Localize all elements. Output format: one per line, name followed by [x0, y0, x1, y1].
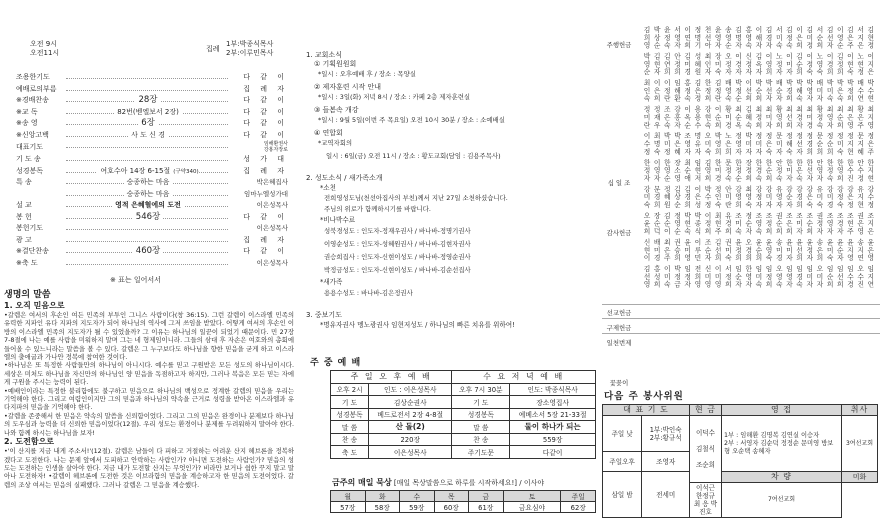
order-leader: 다 같 이 [243, 107, 288, 116]
worship-table-cell: 오후 7시 30분 [452, 383, 510, 396]
prayer-cell: 전세미 [642, 472, 690, 518]
meditation-text: [매일 목상말씀으로 하루를 시작하세요!] / 이사야 [393, 479, 545, 487]
leader-dots [66, 160, 228, 161]
order-label: ※경배찬송 [16, 96, 49, 104]
order-leader: 다 같 이 [243, 73, 288, 81]
divider [602, 318, 880, 319]
worship-order-row [16, 107, 288, 119]
order-label: ※축 도 [16, 258, 38, 267]
prayer-cell: 1부:박인숙 2부:황규석 [642, 416, 690, 452]
order-label: 광 고 [16, 235, 32, 244]
weekly-worship-title: 주 중 예 배 [310, 358, 362, 368]
order-item-content: 546장 [72, 212, 224, 224]
order-label: ※신앙고백 [16, 130, 49, 139]
worship-table-row [331, 408, 596, 421]
order-label: 조용한기도 [16, 73, 50, 81]
worship-order-row [16, 258, 288, 270]
offering-names-column: 서지은 노현정 배수연 황은주 문지혜 안수정 유지현 권은영 송지연 오수진 [855, 26, 864, 289]
offering-names-column: 천선아 최인자 한정희 강현숙 오미숙 김영희 박수정 이정희 조순자 신미영 [703, 26, 712, 289]
order-item-content: 영적 은혜혈에의 도전 [72, 200, 224, 212]
worship-order-row [16, 95, 288, 107]
worship-table-cell: 장소영집사 [510, 396, 596, 409]
order-label: 특 송 [16, 178, 32, 186]
offering-names-column: 송영순 오정자 배영숙 황미경 노은희 문정숙 안미란 유경희 권미숙 서정희 [723, 26, 732, 289]
daily-meditation [332, 477, 544, 488]
news-item: ① 기획원원회 *일시 : 오후예배 후 / 장소 : 목양실 ② 제자훈련 시작 안내 *일시 : 3일(화) 저녁 8시 / 장소 : 카페 2층 제자훈련실 ③ 들봄속 개강 *일시 : 9월 5일(이번 주 목요일) 오전 10시 30분 / 장소 : 소예배실 ④ 연합회 *교역자회의 일시 : 6일(금) 오전 11시 / 장소 : 황도교회(담임 : 김용주목사) [314, 60, 505, 160]
order-label: 예배로의부름 [16, 84, 57, 93]
prayer-cell: 조영자 [642, 452, 690, 472]
news-section-1-title: 1. 교회소식 [306, 51, 342, 59]
leader-2: 2부:이루민목사 [226, 49, 274, 57]
meditation-chapter: 금요심야 [503, 502, 561, 513]
offering-names-column: 김현정 이지은 박수현 최지영 정은주 한지현 강수정 조지은 윤은영 임지연 [865, 26, 874, 289]
worship-table-cell: 기 도 [331, 396, 369, 409]
service-times [30, 40, 59, 58]
order-leader: 임해환권사 강홍자장로 [263, 141, 288, 153]
order-leader: 다 같 이 [243, 96, 288, 104]
meditation-day: 토 [503, 491, 561, 502]
worship-order-row [16, 212, 288, 224]
meditation-day: 금 [469, 491, 504, 502]
order-label: ※결단찬송 [16, 247, 49, 255]
order-item-content: 6장 [72, 118, 224, 130]
meditation-title: 금주의 매일 묵상 [332, 478, 392, 487]
consolation-text: 주님의 위로가 함께하시기를 바랍니다. [324, 205, 431, 213]
sermon-paragraph: •갈렙을 존중해서 한 믿음은 약속의 말씀을 신뢰함이었다. 그리고 그의 믿음은 완경이나 분제보다 하나님의 도우심과 능력을 더 신뢰한 믿음이었다(12절). 우리 성도는 환경이나 분제를 두려워하지 말아야 한다. 나와 함께 하시는 하나님을 보자! [4, 411, 294, 437]
worship-table-cell: 찬 송 [331, 433, 369, 446]
worship-table-cell: 오후 2시 [331, 383, 369, 396]
worship-table-cell: 220장 [369, 433, 452, 446]
divider [602, 304, 880, 305]
barnabas-row: 이영순성도 : 인도자-성혜원권사 / 바나바-김현자권사 [324, 240, 471, 248]
worship-order-row [16, 246, 288, 258]
sermon-paragraph: •하나님은 또 특정한 사람들만의 하나님이 아니시다. 예수를 믿고 구원받은 모든 성도의 하나님이시다. 세상은 미처도 하나님을 자신만의 하나님인 양 믿음을 독점하고자 하지만, 그러나 복음은 모든 믿는 자에게 구원을 주시는 능력이 된다. [4, 361, 294, 387]
offering-label: 꽃꽂이 [609, 379, 629, 387]
worship-order-row [16, 235, 288, 247]
news-section-3-title: 3. 중보기도 [306, 311, 342, 319]
worship-order-row [16, 84, 288, 96]
service-time-2: 오전11시 [30, 49, 60, 57]
misc-cell: 7여선교회 [722, 483, 842, 518]
order-leader: 이은성목사 [256, 201, 288, 209]
service-time-1: 오전 9시 [30, 40, 57, 48]
worship-table-cell: 성경봉독 [331, 408, 369, 421]
worship-order-row [16, 200, 288, 212]
worship-table-cell: 말 씀 [452, 421, 510, 434]
order-leader: 이은성목사 [256, 258, 288, 267]
meditation-chapter: 59장 [400, 502, 435, 513]
car-cell: 이석근 한정규 최 응 박진호 [690, 483, 722, 518]
meditation-day: 월 [331, 491, 366, 502]
offering-names-column: 서영자 안정희 임해환 강홍자 박은혜 장소영 김상순 정영순 권승희 박정금 [672, 26, 681, 289]
meditation-day: 화 [365, 491, 400, 502]
worship-table-cell: 성경봉독 [452, 408, 510, 421]
leader-1: 1부:박종식목사 [226, 40, 274, 48]
meditation-chapter: 57장 [331, 502, 366, 513]
header-kitchen: 취사 [842, 405, 878, 416]
greeting-cell: 1부 : 임해환 김명복 김연실 이승자 2부 : 서영자 김순덕 정정순 문미영 방보형 오순택 송혜자 [722, 416, 842, 472]
offering-names-column: 김희영 박영순 최인숙 정미란 이수정 한정자 강미숙 오윤희 신현이 김선영 [642, 26, 650, 289]
church-news [306, 50, 596, 330]
worship-order-row [16, 118, 288, 130]
leader-dots [66, 264, 228, 265]
offering-names-column: 김은주 이현숙 박정희 최은영 정지현 한수진 강은정 조현주 윤지영 임수경 [845, 26, 854, 289]
sermon-point-1: 1. 오직 믿음으로 [4, 301, 65, 310]
row-label: 삼일 밤 [603, 472, 642, 518]
volunteers-title: 다음 주 봉사위원 [604, 391, 684, 402]
order-leader: 다 같 이 [243, 247, 288, 255]
divider [602, 333, 880, 334]
order-leader: 이은성목사 [256, 224, 288, 232]
worship-table-row [331, 383, 596, 396]
worship-table-cell: 559장 [510, 433, 596, 446]
worship-order-row [16, 72, 288, 84]
consolation-heading: *소천 [320, 184, 337, 192]
meditation-day: 목 [434, 491, 469, 502]
worship-order-column [0, 0, 298, 523]
order-item-content: 사 도 신 경 [72, 130, 224, 142]
meditation-chapter: 61장 [469, 502, 504, 513]
offering-names-column: 서미숙 노정자 배순자 황영희 문미자 안정숙 유영자 권순희 송미경 오영숙 [774, 26, 783, 289]
row-label: 주일 낮 [603, 416, 642, 452]
news-section-2-title: 2. 성도소식 / 새가족소개 [306, 174, 383, 182]
sermon-title: 생명의 말씀 [4, 290, 51, 300]
wednesday-evening-title: 수 요 저 녁 예 배 [452, 371, 596, 384]
worship-order-row [16, 166, 288, 178]
standing-note: ※ 표는 일어서서 [110, 276, 161, 284]
kitchen-cell: 3여선교회 [842, 416, 878, 472]
meditation-day: 수 [400, 491, 435, 502]
offering-label: 구제헌금 [606, 324, 632, 332]
worship-table-cell: 이은성목사 [369, 446, 452, 459]
worship-order-row [16, 223, 288, 235]
meditation-chapter: 60장 [434, 502, 469, 513]
officiant-label: 집례 [206, 45, 220, 53]
meditation-day: 주일 [561, 491, 596, 502]
offering-label: 선교헌금 [606, 309, 632, 317]
news-column [300, 0, 600, 523]
order-leader: 집 례 자 [243, 166, 288, 175]
worship-table-cell: 인도: 박종식목사 [510, 383, 596, 396]
leader-dots [66, 90, 228, 91]
sunday-afternoon-title: 주 일 오 후 예 배 [331, 371, 452, 384]
offering-names-column: 서순희 노영숙 배미자 황정숙 문순희 안영자 유미숙 권정자 송은희 오미자 [814, 26, 823, 289]
offering-names-column: 이은희 김순희 박해숙 최경자 정선자 한은숙 강경희 조미자 윤선희 임경숙 [794, 26, 803, 289]
order-leader: 임마누엘성가대 [244, 189, 288, 198]
row-label: 주일오후 [603, 452, 642, 472]
worship-order-row [16, 141, 288, 154]
prayer-request: *명유자권사 멩노광권사 임현저성도 / 하나님의 빠른 치유를 위하여! [320, 321, 515, 329]
worship-table-row [331, 446, 596, 459]
offering-names-column: 정명기 성혜원 김은정 용용수 명유자 임현저 이은성 박종식 이루민 전희영 [692, 26, 701, 289]
offering-label: 십 일 조 [607, 179, 631, 187]
barnabas-row: 박정금성도 : 인도자-신현이성도 / 바나바-김순선집사 [324, 266, 471, 274]
offering-label: 감사헌금 [606, 229, 632, 237]
order-label: 성경봉독 [16, 166, 44, 175]
worship-table-row [331, 396, 596, 409]
order-leader: 집 례 자 [243, 235, 288, 244]
worship-table-cell: 기 도 [452, 396, 510, 409]
worship-order-row [16, 154, 288, 166]
worship-table-cell: 산 돌(2) [369, 421, 452, 434]
worship-table-cell: 다같이 [510, 446, 596, 459]
order-label: 대표기도 [16, 143, 44, 151]
header-prayer: 대 표 기 도 [603, 405, 690, 416]
service-header [30, 40, 292, 64]
sermon-paragraph: •'이 산지를 지금 내게 주소서!'(12절). 갈렙은 남들이 다 피하고 거절하는 어려운 산지 헤브론을 정복하겠다고 도전한다. 나는 문제 앞에서 도피하고 안락하는 사람인가? 아니면 도전하는 사람인가? 믿음의 성도는 도전하는 인생을 살아야 한다. 지금 내가 도전할 산지는 무엇인가? 비라만 보거나 쉽한 꾸지 말고 말아나 도전하자! •갈렙이 헤브론에 도전한 것은 이브라함의 믿음을 계승하고자 한 믿음의 도전이었다. 갈렙의 조상 여서는 믿음의 실패했다. 그러나 갈렙은 그 믿음을 계승했다. [4, 447, 294, 489]
order-item-content: 여호수아 14장 6-15절 (구약340) [72, 166, 224, 179]
worship-table-row [331, 433, 596, 446]
order-item-content: 숭종하는 마음 [72, 177, 224, 189]
offering-column [602, 0, 880, 523]
sermon-section [4, 290, 294, 520]
order-item-content: 28장 [72, 95, 224, 107]
offering-names-column: 김정숙 이미자 박경희 최선희 정해숙 한미자 강순자 조은희 윤미자 임영자 [784, 26, 793, 289]
order-label: 설 교 [16, 201, 32, 209]
volunteers-table [602, 404, 878, 518]
sermon-paragraph: •예배인이라는 특정한 불리함에도 불구하고 믿음으로 하나님의 백성으로 정계한 갈렙의 믿음을 우리는 기억해야 한다. 그리고 여렴인이지만 그의 믿음과 하나님의 약속을 근거로 성령을 받아온 이스라엘과 유다지파의 믿음을 기억해야 한다. [4, 386, 294, 412]
worship-table-cell: 말 씀 [331, 421, 369, 434]
new-family-row: 용용수성도 : 바나바-김은정권사 [324, 289, 413, 297]
barnabas-heading: *비나박수료 [320, 216, 356, 224]
offering-names-grid [640, 26, 874, 374]
order-leader: 다 같 이 [243, 119, 288, 127]
offering-label: 일천번제 [606, 339, 632, 347]
new-family-heading: *새가족 [320, 278, 343, 286]
worship-table-cell: 둘이 하나가 되는 [510, 421, 596, 434]
order-label: ※송 영 [16, 119, 38, 127]
leader-dots [66, 229, 228, 230]
order-leader: 다 같 이 [243, 130, 288, 139]
worship-table-cell: 베드로전서 2장 4-8절 [369, 408, 452, 421]
order-leader: 박은혜집사 [256, 178, 288, 186]
header-offering: 현 금 [690, 405, 722, 416]
worship-table-cell: 예베소서 5장 21-33절 [510, 408, 596, 421]
meditation-chapter: 58장 [365, 502, 400, 513]
offering-names-column: 김명자 이경자 박정순 최순옥 정영자 한정순 강영희 조미숙 윤정희 임순자 [733, 26, 742, 289]
worship-table-cell: 찬 송 [452, 433, 510, 446]
meditation-table [330, 490, 596, 513]
offering-names-column: 윤영자 장미숙 김정란 이순희 박영희 한미경 정인숙 최현주 김선희 이미영 [713, 26, 722, 289]
weekly-worship-table [330, 370, 596, 459]
worship-table-cell: 축 도 [331, 446, 369, 459]
order-leader: 다 같 이 [243, 212, 288, 221]
leader-dots [66, 241, 228, 242]
order-label: 기 도 송 [16, 155, 41, 163]
order-item-content: 82번(벧엘보서 2장) [72, 107, 224, 119]
offering-names-column: 박상순 김현자 이은희 정재우 최명숙 이영자 문경희 장순덕 배미경 홍성희 [652, 26, 661, 289]
order-label: 봉 헌 [16, 212, 32, 221]
leader-dots [66, 147, 228, 148]
offering-cell: 이덕수 김철식 조순희 [690, 416, 722, 483]
worship-order-row [16, 130, 288, 142]
leader-dots [66, 78, 228, 79]
sermon-point-2: 2. 도전함으로 [4, 437, 55, 447]
worship-order-row [16, 177, 288, 189]
service-leaders [226, 40, 273, 58]
offering-names-column: 윤정숙 김연희 이정란 조은숙 박미정 한영순 정혜원 김순이 최은주 이미숙 [662, 26, 671, 289]
offering-label: 주행헌금 [606, 41, 632, 49]
worship-table-cell: 인도 : 이은성목사 [369, 383, 452, 396]
worship-table-cell: 주기도문 [452, 446, 510, 459]
sermon-paragraph: •갈렙은 여서의 후손인 여든 민족의 부투인 그니스 사람이다(창 36:15). 그런 갈렙이 이스라엘 민족의 유력한 지파인 유다 지파의 지도자가 되어 하나님의 역사에 그저 쓰임을 받았다. 어떻게 여서의 후손인 이방의 이스라엘 민족의 지도자가 될 수 있었을까? 그 이유는 하나님의 일꾼이 되었기 때문이다. 민 27장 7-8절에 나는 예를 사람을 미워하지 말며 그는 네 형제임이니라. 그들의 삼대 후 자손은 여호와의 총회에 들어올 수 있느니라는 말씀을 볼 수 있다. 갈렙은 그 누구보다도 하나님을 향한 믿음을 굳게 하고 이스라엘의 출애굽과 가나안 정복에 참여한 것이다. [4, 311, 294, 362]
order-label: ※교 독 [16, 107, 38, 116]
misc-header: 미화 [842, 472, 878, 483]
offering-names-column: 이해자 김옥자 박순희 최정희 정미자 한경숙 강정자 조영숙 윤순희 임미숙 [753, 26, 762, 289]
meditation-chapter: 62장 [561, 502, 596, 513]
consolation-text: 전희영성도님(천선아집사의 부친)께서 지난 27일 소천하셨습니다. [324, 194, 508, 202]
worship-order-row [16, 189, 288, 201]
worship-table-row [331, 421, 596, 434]
car-header: 차 량 [722, 472, 842, 483]
order-item-content: 460장 [72, 246, 224, 258]
offering-names-column: 이연희 김미경 홍정숙 이옥순 조영자 최순애 김경희 박현숙 윤미영 임정자 [682, 26, 691, 289]
offering-names-column: 이영순 김정희 박은숙 최순희 정미숙 한영희 강정숙 조경자 윤순자 임선희 [835, 26, 844, 289]
barnabas-row: 권승희집사 : 인도자-신현이성도 / 바나바-정영순권사 [324, 253, 471, 261]
offering-names-column: 홍영숙 신정자 이선희 김혜숙 박미자 장정희 최영숙 정순자 오경희 한영자 [743, 26, 752, 289]
offering-names-column: 김선자 이경희 박미숙 최영자 정순희 한정숙 강미경 조영자 윤미숙 임순희 [825, 26, 834, 289]
order-of-worship [16, 72, 288, 269]
worship-table-cell: 김상순권사 [369, 396, 452, 409]
offering-names-column: 김미정 이정숙 박영자 최미경 정경희 한선자 강은숙 조순희 윤정자 임미자 [804, 26, 813, 289]
order-item-content: 숭종하는 마음 [72, 189, 224, 201]
offering-names-column: 김경자 이영희 박선자 최미자 정은숙 한순희 강미자 조정희 윤영숙 임정희 [764, 26, 773, 289]
order-leader: 성 가 대 [243, 155, 288, 163]
order-leader: 집 례 자 [243, 84, 288, 93]
header-greeting: 영 접 [722, 405, 842, 416]
order-label: 봉헌기도 [16, 224, 44, 232]
barnabas-row: 성북경성도 : 인도자-정재우권사 / 바나바-정명기권사 [324, 227, 471, 235]
